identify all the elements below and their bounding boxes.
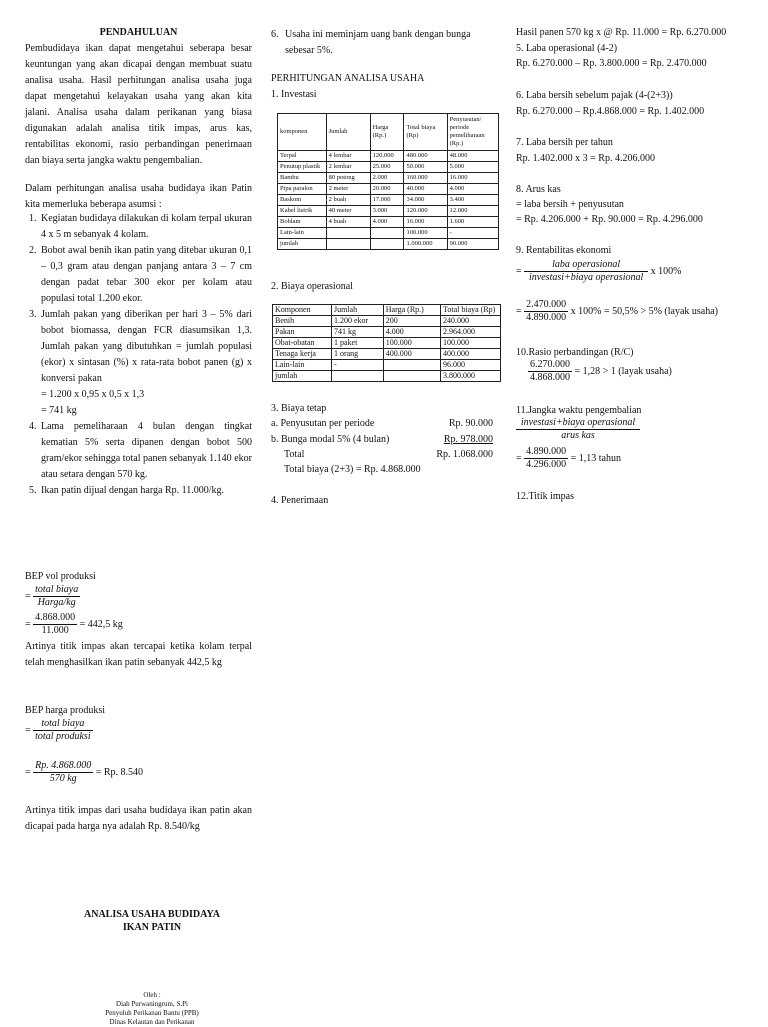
investasi-title: 1. Investasi: [271, 89, 317, 100]
cover-title-line2: IKAN PATIN: [122, 922, 182, 933]
table-cell: 1.600: [447, 217, 498, 228]
table-cell: 80 potong: [326, 173, 370, 184]
bep-vol-label: BEP vol produksi: [25, 571, 96, 582]
tetap-a: a. Penyusutan per periode: [271, 418, 375, 429]
table-cell: Lain-lain: [278, 228, 327, 239]
table-cell: Bambu: [278, 173, 327, 184]
operational-table: [272, 304, 501, 382]
table-cell: Obat-obatan: [273, 338, 332, 349]
assumption-item: 2. Bobot awal benih ikan patin yang ditebar ukuran 0,1 – 0,3 gram atau dengan panjang antara 3 – 7 cm dengan padat tebar 300 ekor per kolam atau populasi total 1.200 ekor.: [39, 243, 252, 307]
table-cell: 16.000: [447, 173, 498, 184]
table-cell: [370, 228, 404, 239]
investment-row: [278, 151, 499, 162]
laba-op-title: 5. Laba operasional (4-2): [516, 43, 618, 54]
arus-line1: = laba bersih + penyusutan: [516, 199, 624, 210]
table-cell: Terpal: [278, 151, 327, 162]
table-cell: Lain-lain: [273, 360, 332, 371]
bep-price-calc: = $\frac{Rp. 4.868.000}{570 kg}$ = Rp. 8.540: [25, 760, 144, 784]
tetap-total-value: Rp. 1.068.000: [436, 449, 493, 460]
table-cell: 1.000.000: [404, 239, 447, 250]
rc-title: 10.Rasio perbandingan (R/C): [516, 347, 634, 358]
table-header-row: [278, 114, 499, 151]
operasional-title: 2. Biaya operasional: [271, 281, 353, 292]
assumption-item: 4. Lama pemeliharaan 4 bulan dengan tingkat kematian 5% serta dipanen dengan bobot 500 gram/ekor sehingga total panen sebanyak 1.140 ekor atau setara dengan 570 kg.: [39, 419, 252, 483]
table-cell: 400.000: [441, 349, 501, 360]
arus-title: 8. Arus kas: [516, 184, 561, 195]
table-header-cell: Harga (Rp.): [370, 114, 404, 151]
assumption-text: Jumlah pakan yang diberikan per hari 3 – 5% dari bobot biomassa, dengan FCR diasumsikan 1,3. Jumlah pakan yang dibutuhkan = jumlah populasi (ekor) x sintasan (%) x rata-rata bobot panen (g) x konversi pakan: [41, 309, 252, 384]
table-cell: 16.000: [404, 217, 447, 228]
bep-vol-number-fraction: $\frac{4.868.000}{11.000}$: [35, 612, 76, 636]
investment-row: [278, 206, 499, 217]
table-cell: 400.000: [383, 349, 440, 360]
tetap-title: 3. Biaya tetap: [271, 403, 327, 414]
table-cell: 1 orang: [331, 349, 383, 360]
assumption-item: 1. Kegiatan budidaya dilakukan di kolam terpal ukuran 4 x 5 m sebanyak 4 kolam.: [39, 211, 252, 243]
bep-price-label: BEP harga produksi: [25, 705, 105, 716]
table-cell: 2.000: [370, 173, 404, 184]
table-cell: 34.000: [404, 195, 447, 206]
table-cell: Pakan: [273, 327, 332, 338]
table-cell: -: [447, 228, 498, 239]
table-cell: Pipa paralon: [278, 184, 327, 195]
table-cell: 40 meter: [326, 206, 370, 217]
rent-fraction: $\frac{\text{laba operasional}}{\text{investasi+biaya operasional}}$: [524, 259, 648, 284]
operational-row: [273, 327, 501, 338]
table-cell: 2 lembar: [326, 162, 370, 173]
table-cell: 100.000: [383, 338, 440, 349]
table-cell: Kabel listrik: [278, 206, 327, 217]
table-cell: 100.000: [441, 338, 501, 349]
rent-title: 9. Rentabilitas ekonomi: [516, 245, 612, 256]
assumption-item: [39, 307, 252, 419]
laba-sebelum-calc: Rp. 6.270.000 – Rp.4.868.000 = Rp. 1.402.000: [516, 106, 705, 117]
table-header-cell: Jumlah: [331, 305, 383, 316]
bep-price-formula: = $\frac{\text{total biaya}}{\text{total produksi}}$: [25, 718, 91, 742]
table-cell: 3.000: [370, 206, 404, 217]
table-cell: 1.200 ekor: [331, 316, 383, 327]
cover-title-line1: ANALISA USAHA BUDIDAYA: [84, 909, 220, 920]
total-biaya: Total biaya (2+3) = Rp. 4.868.000: [284, 464, 421, 475]
tetap-a-value: Rp. 90.000: [448, 418, 493, 429]
bep-price-result: = Rp. 8.540: [95, 766, 144, 778]
bep-vol-calc: = $\frac{4.868.000}{11.000}$ = 442,5 kg: [25, 612, 123, 636]
investment-row: [278, 228, 499, 239]
table-cell: Benih: [273, 316, 332, 327]
cover-by: Oleh :: [143, 991, 161, 999]
intro-assumption-lead: Dalam perhitungan analisa usaha budidaya ikan Patin kita memerluka beberapa asumsi :: [25, 183, 252, 210]
rent-formula: = $\frac{\text{laba operasional}}{\text{investasi+biaya operasional}}$ x 100%: [516, 259, 682, 283]
table-header-cell: Jumlah: [326, 114, 370, 151]
investment-row: [278, 239, 499, 250]
arus-line2: = Rp. 4.206.000 + Rp. 90.000 = Rp. 4.296.000: [516, 214, 703, 225]
table-cell: [383, 371, 440, 382]
operational-row: [273, 316, 501, 327]
table-cell: [326, 228, 370, 239]
table-cell: 240.000: [441, 316, 501, 327]
bep-vol-fraction: $\frac{\text{total biaya}}{\text{Harga/kg}}$: [35, 584, 79, 608]
table-cell: 3.400: [447, 195, 498, 206]
table-header-cell: Total biaya (Rp): [404, 114, 447, 151]
table-header-cell: Penyusutan/ periode pemeliharaan (Rp.): [447, 114, 498, 151]
bep-vol-formula: = $\frac{\text{total biaya}}{\text{Harga/kg}}$: [25, 584, 79, 608]
rent-number-fraction: $\frac{2.470.000}{4.890.000}$: [526, 299, 567, 323]
table-header-cell: Harga (Rp.): [383, 305, 440, 316]
table-cell: 2.964.000: [441, 327, 501, 338]
laba-op-calc: Rp. 6.270.000 – Rp. 3.800.000 = Rp. 2.470.000: [516, 58, 707, 69]
table-cell: 96.000: [441, 360, 501, 371]
table-cell: jumlah: [278, 239, 327, 250]
table-cell: 90.000: [447, 239, 498, 250]
bep-vol-note: Artinya titik impas akan tercapai ketika kolam terpal telah menghasilkan ikan patin sebanyak 442,5 kg: [25, 641, 252, 668]
table-cell: [331, 371, 383, 382]
hasil-panen: Hasil panen 570 kg x @ Rp. 11.000 = Rp. 6.270.000: [516, 27, 727, 38]
table-cell: 160.000: [404, 173, 447, 184]
jangka-fraction: $\frac{\text{investasi+biaya operasional}}{\text{arus kas}}$: [516, 417, 640, 442]
assumption-item: 5. Ikan patin dijual dengan harga Rp. 11.000/kg.: [39, 483, 252, 499]
table-cell: 4 buah: [326, 217, 370, 228]
cover-author: Diah Purwaningrum, S.Pi: [116, 1000, 188, 1008]
cover-role: Penyuluh Perikanan Bantu (PPB): [105, 1009, 199, 1017]
bep-price-number-fraction: $\frac{Rp. 4.868.000}{570 kg}$: [35, 760, 92, 784]
laba-tahun-calc: Rp. 1.402.000 x 3 = Rp. 4.206.000: [516, 153, 655, 164]
investment-table: [277, 113, 499, 250]
titik-title: 12.Titik impas: [516, 491, 574, 502]
table-cell: [326, 239, 370, 250]
table-cell: 25.000: [370, 162, 404, 173]
intro-heading: PENDAHULUAN: [99, 27, 178, 38]
cover-office: Dinas Kelautan dan Perikanan: [109, 1018, 195, 1026]
table-cell: 480.000: [404, 151, 447, 162]
table-cell: 120.000: [404, 206, 447, 217]
jangka-formula: [516, 417, 640, 442]
table-cell: 17.000: [370, 195, 404, 206]
feed-calc-1: = 1.200 x 0,95 x 0,5 x 1,3: [41, 389, 145, 400]
table-cell: -: [331, 360, 383, 371]
jangka-title: 11.Jangka waktu pengembalian: [516, 405, 642, 416]
operational-row: [273, 371, 501, 382]
investment-row: [278, 195, 499, 206]
feed-calc-2: = 741 kg: [41, 405, 77, 416]
table-cell: 40.000: [404, 184, 447, 195]
penerimaan-title: 4. Penerimaan: [271, 495, 329, 506]
bep-price-fraction: $\frac{\text{total biaya}}{\text{total produksi}}$: [35, 718, 91, 742]
table-cell: 48.000: [447, 151, 498, 162]
rc-calc: $\frac{6.270.000}{4.868.000}$ = 1,28 > 1 (layak usaha): [530, 359, 672, 383]
bep-vol-result: = 442,5 kg: [79, 618, 123, 630]
jangka-number-fraction: $\frac{4.890.000}{4.296.000}$: [526, 446, 567, 470]
table-cell: 1 paket: [331, 338, 383, 349]
tetap-b-value: Rp. 978.000: [443, 434, 493, 445]
table-header-cell: Total biaya (Rp): [441, 305, 501, 316]
table-cell: 3.800.000: [441, 371, 501, 382]
table-cell: Baskom: [278, 195, 327, 206]
operational-row: [273, 349, 501, 360]
table-cell: Bohlam: [278, 217, 327, 228]
table-cell: 4 lembar: [326, 151, 370, 162]
table-cell: 50.000: [404, 162, 447, 173]
operational-row: [273, 360, 501, 371]
table-cell: 5.000: [447, 162, 498, 173]
laba-tahun-title: 7. Laba bersih per tahun: [516, 137, 613, 148]
jangka-calc: = $\frac{4.890.000}{4.296.000}$ = 1,13 tahun: [516, 446, 621, 470]
table-cell: 120.000: [370, 151, 404, 162]
table-header-row: [273, 305, 501, 316]
table-cell: 4.000: [370, 217, 404, 228]
table-cell: 20.000: [370, 184, 404, 195]
table-cell: jumlah: [273, 371, 332, 382]
table-header-cell: komponen: [278, 114, 327, 151]
assumption-list: [25, 211, 252, 499]
table-cell: 12.000: [447, 206, 498, 217]
tetap-b: b. Bunga modal 5% (4 bulan): [271, 434, 390, 445]
rc-fraction: $\frac{6.270.000}{4.868.000}$: [530, 359, 570, 383]
section-title: PERHITUNGAN ANALISA USAHA: [271, 73, 425, 84]
table-cell: 4.000: [383, 327, 440, 338]
table-cell: Penutup plastik: [278, 162, 327, 173]
operational-row: [273, 338, 501, 349]
investment-row: [278, 217, 499, 228]
table-cell: 2 meter: [326, 184, 370, 195]
table-cell: 100.000: [404, 228, 447, 239]
investment-row: [278, 162, 499, 173]
investment-row: [278, 184, 499, 195]
table-cell: 741 kg: [331, 327, 383, 338]
bep-price-note: Artinya titik impas dari usaha budidaya ikan patin akan dicapai pada harga nya adalah Rp. 8.540/kg: [25, 805, 252, 832]
table-header-cell: Komponen: [273, 305, 332, 316]
table-cell: 200: [383, 316, 440, 327]
assumption-item-6: 6. Usaha ini meminjam uang bank dengan bunga sebesar 5%.: [271, 29, 471, 56]
laba-sebelum-title: 6. Laba bersih sebelum pajak (4-(2+3)): [516, 90, 673, 101]
table-cell: 2 buah: [326, 195, 370, 206]
tetap-total: Total: [284, 449, 305, 460]
rent-calc: = $\frac{2.470.000}{4.890.000}$ x 100% = 50,5% > 5% (layak usaha): [516, 299, 718, 323]
investment-row: [278, 173, 499, 184]
table-cell: Tenaga kerja: [273, 349, 332, 360]
table-cell: 4.000: [447, 184, 498, 195]
intro-paragraph: Pembudidaya ikan dapat mengetahui seberapa besar keuntungan yang akan dicapai dengan membuat suatu analisa usaha. Hasil perhitungan analisa usaha juga dapat mengetahui kelayakan usaha yang akan kita jalani. Analisa usaha dalam perikanan yang biasa digunakan adalah analisa titik impas, arus kas, rentabilitas ekonomi, rasio perbandingan penerimaan dan biaya serta jangka waktu pengembalian.: [25, 43, 252, 166]
table-cell: [370, 239, 404, 250]
table-cell: [383, 360, 440, 371]
